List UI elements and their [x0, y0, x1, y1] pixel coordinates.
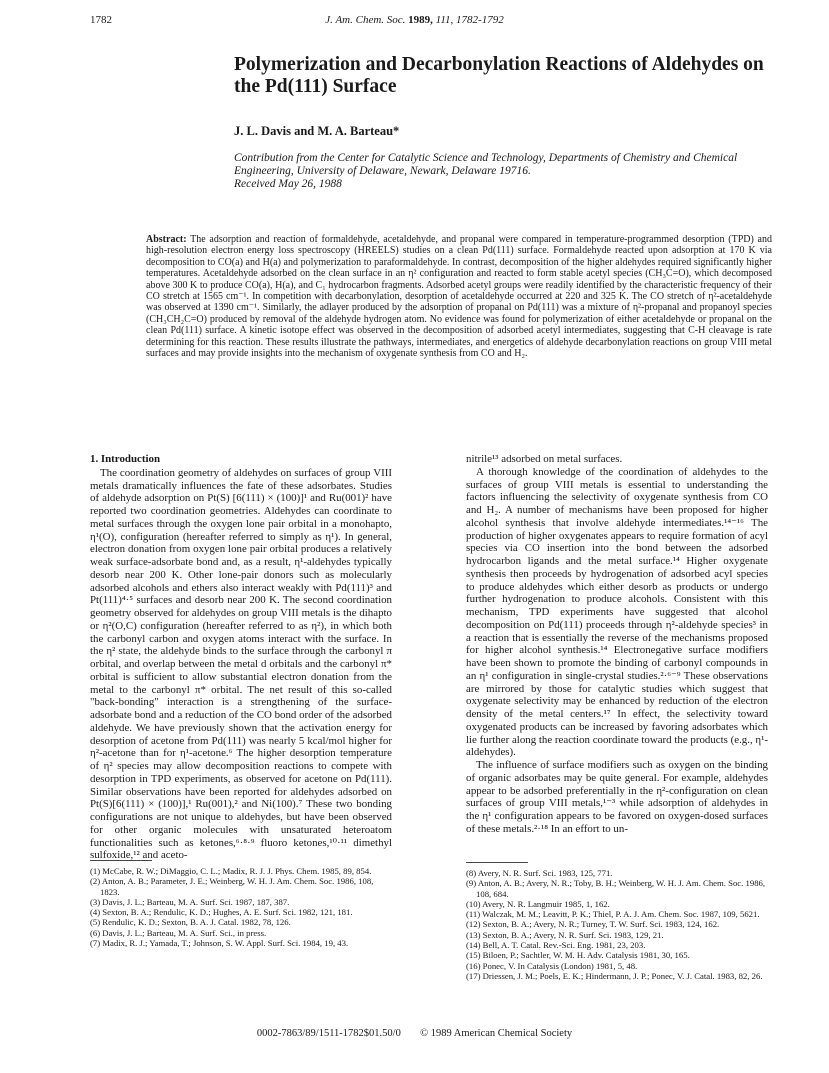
- abstract-text: The adsorption and reaction of formaldehyde, acetaldehyde, and propanal were compared in temperature-programmed desorption (TPD) and high-resolution electron energy loss spectroscopy (HREELS) studies on a clean Pd(111) surface. Formaldehyde reacted upon adsorption at 170 K via decomposition to CO(a) and H(a) and polymerization to paraformaldehyde. In contrast, decomposition of the higher aldehydes required significantly higher temperatures. Acetaldehyde adsorbed on the clean surface in an η² configuration and reacted to form stable acetyl species (CH₃C=O), which decomposed above 300 K to produce CO(a), H(a), and C₁ hydrocarbon fragments. Adsorbed acetyl groups were readily identified by the characteristic frequency of their CO stretch at 1565 cm⁻¹. In competition with decarbonylation, desorption of acetaldehyde occurred at 220 and 325 K. The CO stretch of η²-acetaldehyde was observed at 1390 cm⁻¹. Similarly, the adlayer produced by the adsorption of propanal on Pd(111) was a mixture of η²-propanal and propanoyl species (CH₃CH₂C=O) produced by removal of the aldehyde hydrogen atom. No evidence was found for polymerization of either acetaldehyde or propanal on the clean Pd(111) surface. A kinetic isotope effect was observed in the decomposition of adsorbed acetyl intermediates, suggesting that C-H cleavage is rate determining for this reaction. These results illustrate the pathways, intermediates, and energetics of aldehyde decarbonylation reactions on group VIII metal surfaces and may provide insights into the mechanism of oxygenate synthesis from CO and H₂.: [146, 234, 772, 360]
- intro-continuation: nitrile¹³ adsorbed on metal surfaces.: [466, 453, 623, 465]
- page-number: 1782: [90, 14, 112, 26]
- abstract-label: Abstract:: [146, 234, 187, 245]
- footnote: (9) Anton, A. B.; Avery, N. R.; Toby, B. H.; Weinberg, W. H. J. Am. Chem. Soc. 1986, 108, 684.: [466, 878, 766, 899]
- footnote: (5) Rendulic, K. D.; Sexton, B. A. J. Catal. 1982, 78, 126.: [90, 917, 291, 928]
- journal-citation: [0, 14, 829, 26]
- copyright-notice: © 1989 American Chemical Society: [420, 1028, 573, 1039]
- footnote: (17) Driessen, J. M.; Poels, E. K.; Hindermann, J. P.; Ponec, V. J. Catal. 1983, 82, 26.: [466, 970, 763, 981]
- footnote: (12) Sexton, B. A.; Avery, N. R.; Turney, T. W. Surf. Sci. 1983, 124, 162.: [466, 919, 720, 930]
- running-header: [0, 14, 829, 30]
- intro-paragraph-1: The coordination geometry of aldehydes on surfaces of group VIII metals dramatically influences the fate of these adsorbates. Studies of aldehyde adsorption on Pt(S) [6(111) × (100)]¹ and Ru(001)² have reported two coordination geometries. Aldehydes can coordinate to metal surfaces through the oxygen lone pair orbital in a monohapto, η¹(O), configuration (hereafter referred to simply as η¹). In general, electron donation from oxygen lone pair orbital produces a relatively weak surface-adsorbate bond and, as a result, η¹-aldehydes typically desorb near 200 K. Other lone-pair donors such as molecularly adsorbed alcohols and ethers also interact weakly with Pd(111)³ and Pt(111)⁴·⁵ surfaces and desorb near 200 K. The second coordination geometry observed for aldehydes on group VIII metals is the dihapto or η²(O,C) configuration (hereafter referred to as η²), in which both the carbonyl carbon and oxygen atoms interact with the surface. In the η² state, the aldehyde binds to the surface through the carbonyl π orbital, and overlap between the metal d orbitals and the carbonyl π* orbital is sufficient to allow substantial electron donation from the metal to the carbonyl π* orbital. The net result of this so-called "back-bonding" interaction is a strengthening of the surface-adsorbate bond and a reduction of the CO bond order of the adsorbed aldehyde. We have previously shown that the activation energy for desorption of acetone from Pd(111) was nearly 5 kcal/mol higher for η²-acetone than for η¹-acetone.⁶ The higher desorption temperature of η² species may allow decomposition reactions to compete with desorption in TPD experiments, as observed for acetone on Pd(111). Similar observations have been reported for aldehydes adsorbed on Pt(S)[6(111) × (100)],¹ Ru(001),² and Ni(100).⁷ These two bonding configurations are not unique to aldehydes, but have been observed for other organic molecules with unsaturated heteroatom functionalities such as ketones,⁶·⁸·⁹ fluoro ketones,¹⁰·¹¹ dimethyl sulfoxide,¹² and aceto-: [90, 466, 392, 862]
- abstract: [146, 234, 772, 359]
- footnote: (13) Sexton, B. A.; Avery, N. R. Surf. Sci. 1983, 129, 21.: [466, 929, 664, 940]
- footnote: (3) Davis, J. L.; Barteau, M. A. Surf. Sci. 1987, 187, 387.: [90, 896, 290, 907]
- footnote: (10) Avery, N. R. Langmuir 1985, 1, 162.: [466, 898, 610, 909]
- footnote-rule-left: [90, 860, 152, 861]
- footnote: (2) Anton, A. B.; Parameter, J. E.; Weinberg, W. H. J. Am. Chem. Soc. 1986, 108, 1823.: [90, 876, 374, 897]
- footnote: (16) Ponec, V. In Catalysis (London) 1981, 5, 48.: [466, 960, 638, 971]
- journal-name: J. Am. Chem. Soc.: [325, 14, 406, 26]
- footnote: (8) Avery, N. R. Surf. Sci. 1983, 125, 771.: [466, 868, 613, 878]
- left-column: [90, 453, 392, 862]
- article-affiliation: [234, 152, 764, 191]
- footnote: (11) Walczak, M. M.; Leavitt, P. K.; Thiel, P. A. J. Am. Chem. Soc. 1987, 109, 5621.: [466, 909, 760, 920]
- footnote: (6) Davis, J. L.; Barteau, M. A. Surf. Sci., in press.: [90, 927, 267, 938]
- footnotes-right: [466, 868, 768, 981]
- footnotes-left: [90, 866, 392, 948]
- footnote: (15) Biloen, P.; Sachtler, W. M. H. Adv. Catalysis 1981, 30, 165.: [466, 950, 690, 961]
- footnote-rule-right: [466, 862, 528, 863]
- footnote: (7) Madix, R. J.; Yamada, T.; Johnson, S. W. Appl. Surf. Sci. 1984, 19, 43.: [90, 938, 349, 949]
- journal-pages: 1782-1792: [456, 14, 504, 26]
- footnote: (4) Sexton, B. A.; Rendulic, K. D.; Hughes, A. E. Surf. Sci. 1982, 121, 181.: [90, 907, 353, 918]
- footnote: (1) McCabe, R. W.; DiMaggio, C. L.; Madix, R. J. J. Phys. Chem. 1985, 89, 854.: [90, 866, 372, 876]
- right-column: [466, 453, 768, 836]
- page-footer: [0, 1028, 829, 1039]
- journal-volume: 111,: [435, 14, 454, 26]
- affiliation-text: Contribution from the Center for Catalytic Science and Technology, Departments of Chemistry and Chemical Engineering, University of Delaware, Newark, Delaware 19716.: [234, 152, 738, 177]
- intro-paragraph-2: A thorough knowledge of the coordination of aldehydes to the surfaces of group VIII metals is essential to understanding the factors influencing the selectivity of oxygenate synthesis from CO and H₂. A number of mechanisms have been proposed for higher alcohol synthesis that involve aldehyde intermediates.¹⁴⁻¹⁶ The production of higher oxygenates appears to require formation of acyl species via CO insertion into the bond between the adsorbed hydrocarbon ligands and the metal surface.¹⁴ Higher oxygenate synthesis then proceeds by hydrogenation of adsorbed acyl species to produce aldehydes which either desorb as products or undergo further hydrogenation to produce alcohols. Consistent with this mechanism, TPD experiments have suggested that alcohol decomposition on Pd(111) proceeds through η²-aldehyde species³ in a reaction that is essentially the reverse of the mechanisms proposed for higher alcohol synthesis.¹⁴ Electronegative surface modifiers have been shown to promote the binding of carbonyl compounds in an η¹ configuration in single-crystal studies.²·⁶⁻⁹ These observations are mirrored by those for catalytic studies which suggest that oxygenate selectivity may be enhanced by reduction of the electron density of the metal centers.¹⁷ In effect, the selectivity toward oxygenated products can be increased by favoring adsorbates which lie further along the reaction coordinate toward the products (e.g., η¹-aldehydes).: [466, 465, 768, 759]
- article-code: 0002-7863/89/1511-1782$01.50/0: [256, 1028, 401, 1039]
- intro-paragraph-3: The influence of surface modifiers such as oxygen on the binding of organic adsorbates may be quite general. For example, aldehydes appear to be adsorbed preferentially in the η²-configuration on clean surfaces of group VIII metals,¹⁻³ while adsorption of aldehydes in the η¹ configuration appears to be favored on oxygen-dosed surfaces of these metals.²·¹⁸ In an effort to un-: [466, 759, 768, 835]
- article-authors: J. L. Davis and M. A. Barteau*: [234, 124, 400, 138]
- article-title: Polymerization and Decarbonylation Reactions of Aldehydes on the Pd(111) Surface: [234, 54, 764, 97]
- footnote: (14) Bell, A. T. Catal. Rev.-Sci. Eng. 1981, 23, 203.: [466, 940, 646, 951]
- received-date: Received May 26, 1988: [234, 178, 342, 190]
- journal-year: 1989,: [408, 14, 433, 26]
- section-heading: 1. Introduction: [90, 453, 160, 465]
